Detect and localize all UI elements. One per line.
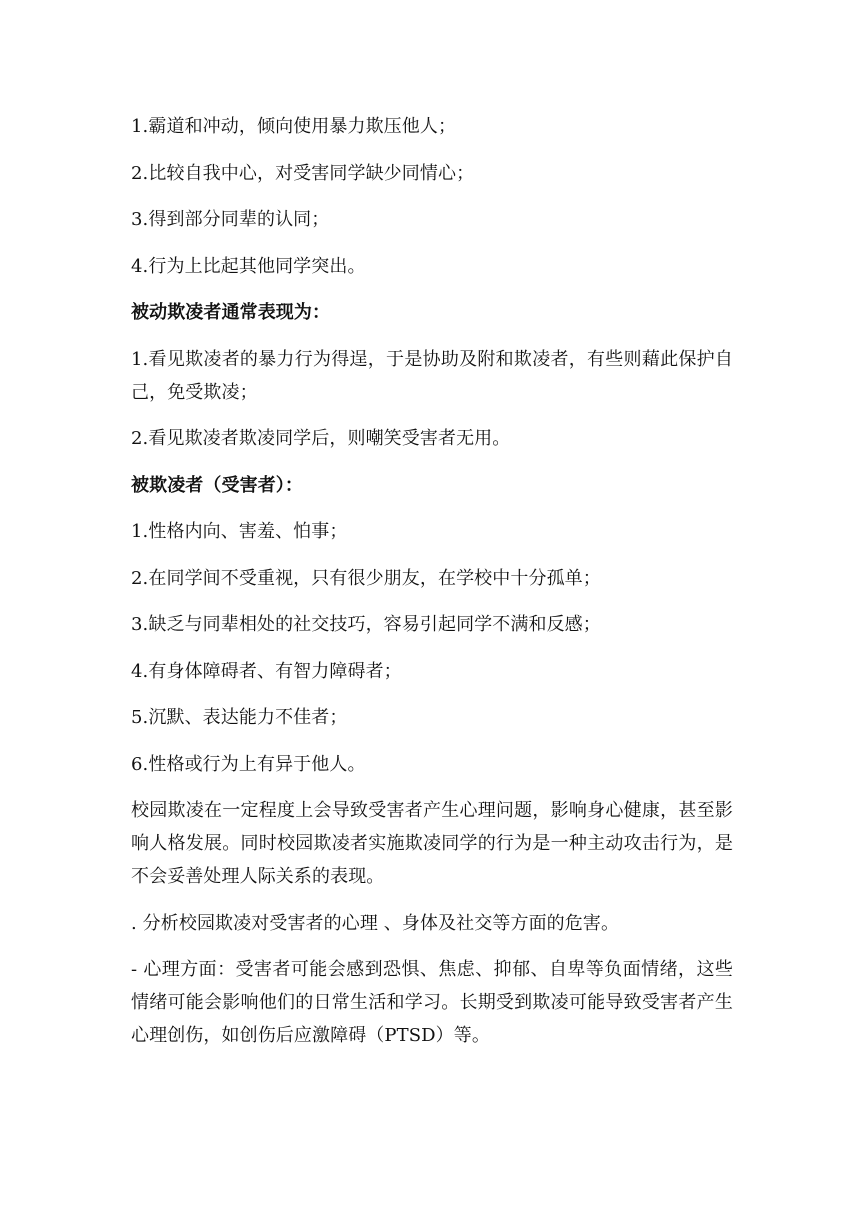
analysis-heading: . 分析校园欺凌对受害者的心理 、身体及社交等方面的危害。 bbox=[131, 912, 620, 934]
document-body bbox=[131, 110, 733, 1066]
list-item: 3.缺乏与同辈相处的社交技巧，容易引起同学不满和反感； bbox=[131, 614, 601, 635]
list-item: 1.看见欺凌者的暴力行为得逞，于是协助及附和欺凌者，有些则藉此保护自己，免受欺凌； bbox=[131, 348, 733, 403]
list-item: 2.比较自我中心，对受害同学缺少同情心； bbox=[131, 162, 475, 184]
list-item: 1.霸道和冲动，倾向使用暴力欺压他人； bbox=[131, 116, 457, 137]
body-paragraph: 校园欺凌在一定程度上会导致受害者产生心理问题，影响身心健康，甚至影响人格发展。同时校园欺凌者实施欺凌同学的行为是一种主动攻击行为，是不会妥善处理人际关系的表现。 bbox=[131, 800, 733, 887]
list-item: 4.有身体障碍者、有智力障碍者； bbox=[131, 660, 402, 682]
list-item: 5.沉默、表达能力不佳者； bbox=[131, 707, 348, 728]
list-item: 3.得到部分同辈的认同； bbox=[131, 209, 330, 230]
list-item: 2.在同学间不受重视，只有很少朋友，在学校中十分孤单； bbox=[131, 567, 601, 589]
psychological-paragraph: - 心理方面：受害者可能会感到恐惧、焦虑、抑郁、自卑等负面情绪，这些情绪可能会影响他们的日常生活和学习。长期受到欺凌可能导致受害者产生心理创伤，如创伤后应激障碍（PTSD）等。 bbox=[131, 959, 733, 1046]
list-item: 4.行为上比起其他同学突出。 bbox=[131, 255, 366, 277]
list-item: 1.性格内向、害羞、怕事； bbox=[131, 521, 348, 542]
section-heading-victim: 被欺凌者（受害者）： bbox=[131, 474, 303, 496]
list-item: 2.看见欺凌者欺凌同学后，则嘲笑受害者无用。 bbox=[131, 428, 511, 449]
list-item: 6.性格或行为上有异于他人。 bbox=[131, 753, 366, 775]
section-heading-passive-bully: 被动欺凌者通常表现为： bbox=[131, 302, 331, 323]
